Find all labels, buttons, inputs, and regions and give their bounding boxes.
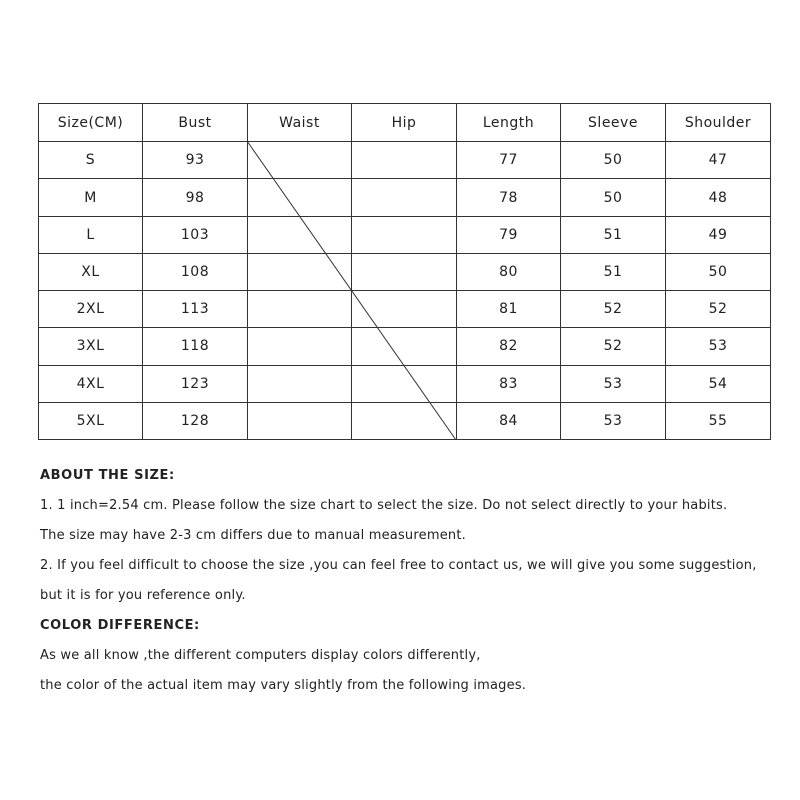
cell-sleeve: 50 [561, 179, 666, 216]
cell-sleeve: 50 [561, 142, 666, 179]
cell-shoulder: 48 [666, 179, 771, 216]
cell-hip [352, 365, 457, 402]
header-row [39, 104, 771, 142]
cell-size: S [39, 142, 143, 179]
cell-length: 79 [457, 216, 561, 253]
cell-waist [248, 291, 352, 328]
cell-size: L [39, 216, 143, 253]
about-size-line: The size may have 2-3 cm differs due to manual measurement. [40, 528, 466, 543]
cell-length: 80 [457, 253, 561, 290]
cell-waist [248, 253, 352, 290]
cell-size: M [39, 179, 143, 216]
size-table [38, 103, 771, 440]
header-bust: Bust [143, 104, 248, 142]
color-difference-heading: COLOR DIFFERENCE: [40, 618, 200, 633]
cell-length: 83 [457, 365, 561, 402]
cell-length: 77 [457, 142, 561, 179]
about-size-heading: ABOUT THE SIZE: [40, 468, 175, 483]
cell-sleeve: 53 [561, 365, 666, 402]
color-difference-line: As we all know ,the different computers display colors differently, [40, 648, 481, 663]
cell-bust: 113 [143, 291, 248, 328]
cell-bust: 93 [143, 142, 248, 179]
cell-bust: 118 [143, 328, 248, 365]
cell-size: XL [39, 253, 143, 290]
cell-hip [352, 291, 457, 328]
cell-size: 3XL [39, 328, 143, 365]
cell-size: 2XL [39, 291, 143, 328]
table-row [39, 365, 771, 402]
cell-bust: 98 [143, 179, 248, 216]
table-row [39, 291, 771, 328]
cell-length: 81 [457, 291, 561, 328]
cell-sleeve: 51 [561, 253, 666, 290]
cell-hip [352, 253, 457, 290]
cell-sleeve: 51 [561, 216, 666, 253]
cell-bust: 108 [143, 253, 248, 290]
cell-waist [248, 402, 352, 439]
cell-length: 82 [457, 328, 561, 365]
size-chart [38, 103, 770, 440]
cell-sleeve: 52 [561, 291, 666, 328]
cell-shoulder: 50 [666, 253, 771, 290]
header-length: Length [457, 104, 561, 142]
cell-waist [248, 365, 352, 402]
table-row [39, 402, 771, 439]
cell-waist [248, 328, 352, 365]
about-size-line: but it is for you reference only. [40, 588, 246, 603]
cell-length: 84 [457, 402, 561, 439]
cell-hip [352, 142, 457, 179]
about-size-line: 2. If you feel difficult to choose the size ,you can feel free to contact us, we will give you some suggestion, [40, 558, 757, 573]
cell-shoulder: 54 [666, 365, 771, 402]
cell-shoulder: 53 [666, 328, 771, 365]
table-row [39, 328, 771, 365]
table-row [39, 216, 771, 253]
cell-size: 5XL [39, 402, 143, 439]
cell-hip [352, 216, 457, 253]
cell-hip [352, 179, 457, 216]
cell-bust: 123 [143, 365, 248, 402]
header-hip: Hip [352, 104, 457, 142]
cell-waist [248, 142, 352, 179]
header-size: Size(CM) [39, 104, 143, 142]
table-row [39, 142, 771, 179]
cell-sleeve: 53 [561, 402, 666, 439]
table-row [39, 179, 771, 216]
cell-bust: 128 [143, 402, 248, 439]
cell-waist [248, 216, 352, 253]
header-shoulder: Shoulder [666, 104, 771, 142]
header-waist: Waist [248, 104, 352, 142]
cell-shoulder: 55 [666, 402, 771, 439]
color-difference-line: the color of the actual item may vary slightly from the following images. [40, 678, 527, 693]
cell-length: 78 [457, 179, 561, 216]
header-sleeve: Sleeve [561, 104, 666, 142]
table-row [39, 253, 771, 290]
cell-shoulder: 49 [666, 216, 771, 253]
cell-shoulder: 52 [666, 291, 771, 328]
cell-waist [248, 179, 352, 216]
cell-hip [352, 402, 457, 439]
cell-bust: 103 [143, 216, 248, 253]
cell-size: 4XL [39, 365, 143, 402]
cell-sleeve: 52 [561, 328, 666, 365]
size-notes [40, 466, 780, 706]
about-size-line: 1. 1 inch=2.54 cm. Please follow the size chart to select the size. Do not select directly to your habits. [40, 498, 728, 513]
cell-shoulder: 47 [666, 142, 771, 179]
cell-hip [352, 328, 457, 365]
